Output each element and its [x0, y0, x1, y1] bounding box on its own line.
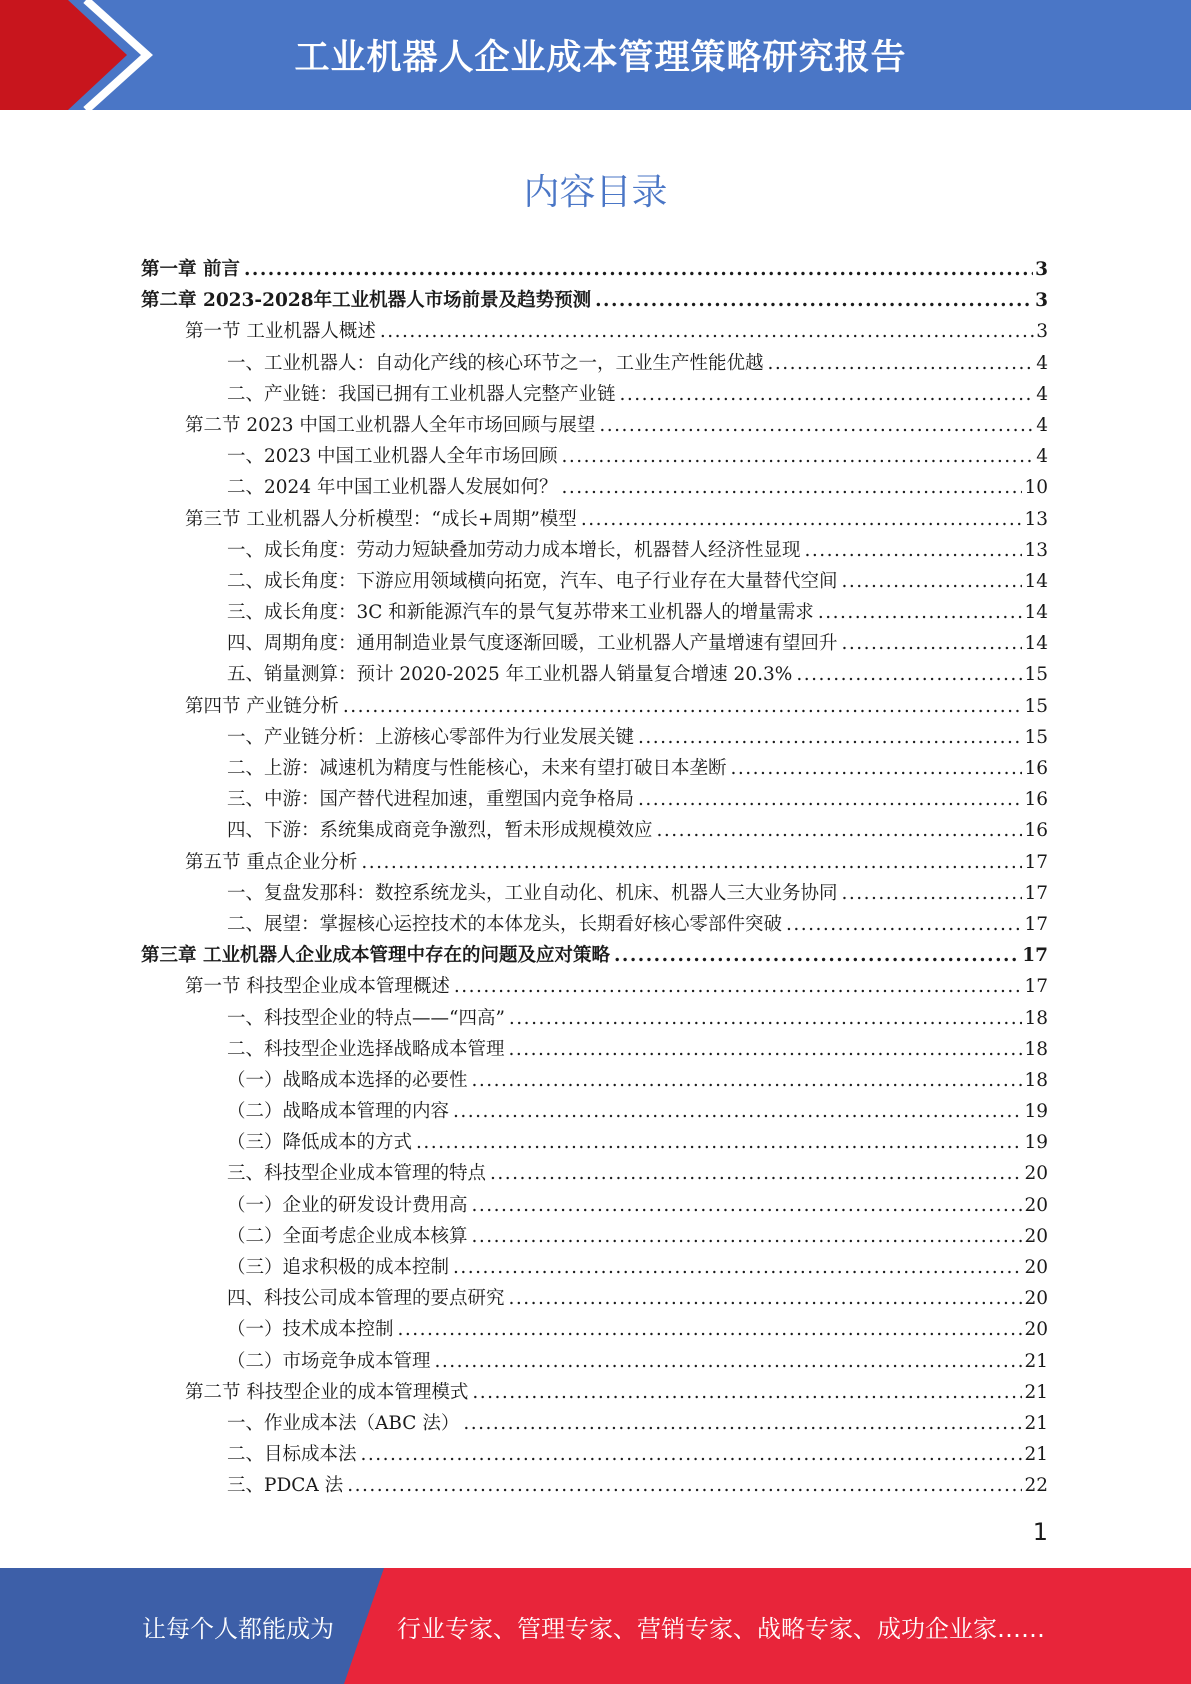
- toc-dot-leader: [842, 566, 1023, 597]
- toc-entry-page: 16: [1024, 820, 1048, 842]
- toc-entry-page: 13: [1024, 508, 1048, 530]
- toc-entry-title: 二、2024 年中国工业机器人发展如何？: [227, 477, 558, 499]
- toc-entry[interactable]: [141, 1034, 1048, 1065]
- toc-entry-page: 10: [1024, 477, 1048, 499]
- toc-dot-leader: [595, 285, 1033, 316]
- toc-entry-page: 18: [1024, 1007, 1048, 1029]
- page-number: 1: [1032, 1518, 1048, 1546]
- toc-entry-page: 4: [1036, 446, 1048, 468]
- toc-entry-page: 17: [1024, 851, 1048, 873]
- toc-entry-page: 4: [1036, 352, 1048, 374]
- toc-entry-title: （二）全面考虑企业成本核算: [227, 1225, 468, 1247]
- toc-entry-page: 16: [1024, 789, 1048, 811]
- toc-entry[interactable]: [141, 784, 1048, 815]
- toc-entry-title: 第一节 科技型企业成本管理概述: [185, 976, 450, 998]
- toc-entry-page: 13: [1024, 539, 1048, 561]
- toc-dot-leader: [561, 472, 1022, 503]
- toc-entry-title: 第四节 产业链分析: [185, 695, 339, 717]
- toc-entry[interactable]: [141, 597, 1048, 628]
- toc-dot-leader: [842, 628, 1023, 659]
- toc-entry[interactable]: [141, 472, 1048, 503]
- toc-entry[interactable]: [141, 1439, 1048, 1470]
- toc-dot-leader: [620, 379, 1035, 410]
- toc-dot-leader: [786, 909, 1022, 940]
- toc-dot-leader: [509, 1003, 1023, 1034]
- toc-entry[interactable]: [141, 847, 1048, 878]
- toc-entry-title: 二、科技型企业选择战略成本管理: [227, 1038, 505, 1060]
- toc-entry-page: 17: [1024, 913, 1048, 935]
- toc-entry[interactable]: [141, 504, 1048, 535]
- toc-entry[interactable]: [141, 1158, 1048, 1189]
- toc-entry[interactable]: [141, 815, 1048, 846]
- toc-entry[interactable]: [141, 628, 1048, 659]
- toc-entry-title: 五、销量测算：预计 2020-2025 年工业机器人销量复合增速 20.3%: [227, 664, 793, 686]
- toc-entry-title: 一、成长角度：劳动力短缺叠加劳动力成本增长，机器替人经济性显现: [227, 539, 801, 561]
- toc-entry-title: （三）降低成本的方式: [227, 1132, 413, 1154]
- toc-entry-page: 14: [1024, 570, 1048, 592]
- toc-entry[interactable]: [141, 1252, 1048, 1283]
- toc-entry[interactable]: [141, 1377, 1048, 1408]
- toc-entry[interactable]: [141, 1283, 1048, 1314]
- toc-entry-title: 二、产业链：我国已拥有工业机器人完整产业链: [227, 383, 616, 405]
- toc-entry-title: （一）技术成本控制: [227, 1319, 394, 1341]
- toc-entry-page: 14: [1024, 602, 1048, 624]
- toc-entry[interactable]: [141, 441, 1048, 472]
- toc-entry-title: 一、工业机器人：自动化产线的核心环节之一，工业生产性能优越: [227, 352, 764, 374]
- footer-slogan-left: 让每个人都能成为: [142, 1615, 334, 1643]
- table-of-contents: [141, 254, 1048, 1502]
- toc-entry-page: 19: [1024, 1101, 1048, 1123]
- toc-dot-leader: [614, 940, 1020, 971]
- toc-entry-page: 20: [1024, 1319, 1048, 1341]
- toc-dot-leader: [472, 1221, 1023, 1252]
- toc-entry-title: 二、成长角度：下游应用领域横向拓宽，汽车、电子行业存在大量替代空间: [227, 570, 838, 592]
- toc-entry-page: 20: [1024, 1194, 1048, 1216]
- toc-entry[interactable]: [141, 1470, 1048, 1501]
- toc-entry-title: 三、科技型企业成本管理的特点: [227, 1163, 487, 1185]
- toc-entry-page: 20: [1024, 1288, 1048, 1310]
- toc-dot-leader: [599, 410, 1034, 441]
- toc-entry-title: 一、产业链分析：上游核心零部件为行业发展关键: [227, 726, 635, 748]
- toc-dot-leader: [347, 1470, 1022, 1501]
- toc-entry-page: 21: [1024, 1412, 1048, 1434]
- toc-entry-page: 15: [1024, 695, 1048, 717]
- toc-entry-title: （一）战略成本选择的必要性: [227, 1069, 468, 1091]
- toc-entry[interactable]: [141, 753, 1048, 784]
- toc-entry-page: 22: [1024, 1475, 1048, 1497]
- toc-entry-title: 四、周期角度：通用制造业景气度逐渐回暖，工业机器人产量增速有望回升: [227, 633, 838, 655]
- toc-dot-leader: [638, 722, 1022, 753]
- toc-entry[interactable]: [141, 254, 1048, 285]
- toc-entry[interactable]: [141, 940, 1048, 971]
- toc-entry-title: 二、展望：掌握核心运控技术的本体龙头，长期看好核心零部件突破: [227, 913, 783, 935]
- toc-dot-leader: [768, 348, 1035, 379]
- toc-entry-page: 21: [1024, 1381, 1048, 1403]
- toc-entry-title: 第五节 重点企业分析: [185, 851, 358, 873]
- toc-entry[interactable]: [141, 285, 1048, 316]
- toc-entry-title: 一、2023 中国工业机器人全年市场回顾: [227, 446, 558, 468]
- toc-entry[interactable]: [141, 1003, 1048, 1034]
- toc-dot-leader: [453, 1096, 1022, 1127]
- toc-entry-title: （一）企业的研发设计费用高: [227, 1194, 468, 1216]
- toc-entry[interactable]: [141, 410, 1048, 441]
- toc-heading: 内容目录: [523, 172, 668, 213]
- toc-entry-page: 3: [1035, 259, 1048, 280]
- toc-dot-leader: [472, 1377, 1022, 1408]
- toc-dot-leader: [796, 659, 1022, 690]
- toc-entry[interactable]: [141, 379, 1048, 410]
- toc-dot-leader: [731, 753, 1023, 784]
- toc-entry-title: 四、科技公司成本管理的要点研究: [227, 1288, 505, 1310]
- footer-band: [0, 1568, 1191, 1684]
- toc-entry-page: 20: [1024, 1257, 1048, 1278]
- toc-dot-leader: [472, 1065, 1023, 1096]
- toc-entry[interactable]: [141, 659, 1048, 690]
- toc-entry-title: 二、上游：减速机为精度与性能核心，未来有望打破日本垄断: [227, 758, 727, 779]
- toc-entry-page: 17: [1024, 976, 1048, 998]
- toc-entry-title: 第二节 2023 中国工业机器人全年市场回顾与展望: [185, 414, 596, 436]
- toc-entry-title: 第二节 科技型企业的成本管理模式: [185, 1381, 469, 1403]
- toc-dot-leader: [454, 971, 1023, 1002]
- toc-entry[interactable]: [141, 1065, 1048, 1096]
- toc-entry[interactable]: [141, 722, 1048, 753]
- toc-entry[interactable]: [141, 1190, 1048, 1221]
- toc-entry-title: 第三节 工业机器人分析模型：“成长+周期”模型: [185, 508, 577, 530]
- toc-entry-page: 15: [1024, 726, 1048, 748]
- toc-entry-title: 第二章 2023-2028年工业机器人市场前景及趋势预测: [141, 290, 592, 312]
- toc-dot-leader: [805, 535, 1023, 566]
- toc-entry-title: 三、成长角度：3C 和新能源汽车的景气复苏带来工业机器人的增量需求: [227, 602, 814, 624]
- toc-entry[interactable]: [141, 909, 1048, 940]
- toc-entry-title: 四、下游：系统集成商竞争激烈，暂未形成规模效应: [227, 820, 653, 842]
- toc-entry-page: 4: [1036, 414, 1048, 436]
- toc-entry-page: 21: [1024, 1350, 1048, 1372]
- toc-entry[interactable]: [141, 1127, 1048, 1158]
- toc-entry[interactable]: [141, 971, 1048, 1002]
- toc-dot-leader: [842, 878, 1023, 909]
- toc-dot-leader: [638, 784, 1022, 815]
- toc-entry[interactable]: [141, 691, 1048, 722]
- toc-entry-page: 4: [1036, 383, 1048, 405]
- toc-dot-leader: [244, 254, 1033, 285]
- toc-dot-leader: [361, 1439, 1023, 1470]
- toc-entry-title: （三）追求积极的成本控制: [227, 1257, 450, 1278]
- toc-entry[interactable]: [141, 1096, 1048, 1127]
- toc-entry-page: 14: [1024, 633, 1048, 655]
- toc-entry-page: 21: [1024, 1444, 1048, 1466]
- toc-dot-leader: [398, 1314, 1023, 1345]
- toc-entry[interactable]: [141, 878, 1048, 909]
- toc-dot-leader: [361, 847, 1022, 878]
- toc-entry-page: 18: [1024, 1069, 1048, 1091]
- toc-entry-page: 17: [1024, 882, 1048, 904]
- toc-entry-title: （二）市场竞争成本管理: [227, 1350, 431, 1372]
- toc-entry-page: 16: [1024, 758, 1048, 779]
- toc-dot-leader: [818, 597, 1023, 628]
- toc-dot-leader: [435, 1346, 1023, 1377]
- toc-dot-leader: [472, 1190, 1023, 1221]
- toc-entry-title: 三、PDCA 法: [227, 1475, 344, 1497]
- toc-entry-title: 二、目标成本法: [227, 1444, 357, 1466]
- toc-dot-leader: [490, 1158, 1022, 1189]
- toc-entry-page: 3: [1036, 321, 1048, 343]
- toc-entry[interactable]: [141, 316, 1048, 347]
- toc-dot-leader: [657, 815, 1023, 846]
- toc-entry-page: 20: [1024, 1225, 1048, 1247]
- toc-entry-title: 第三章 工业机器人企业成本管理中存在的问题及应对策略: [141, 945, 610, 967]
- report-title: 工业机器人企业成本管理策略研究报告: [294, 38, 907, 78]
- toc-entry-page: 3: [1035, 290, 1048, 312]
- toc-dot-leader: [463, 1408, 1022, 1439]
- toc-entry[interactable]: [141, 348, 1048, 379]
- toc-entry-page: 18: [1024, 1038, 1048, 1060]
- toc-entry-title: 第一章 前言: [141, 259, 240, 280]
- toc-entry[interactable]: [141, 535, 1048, 566]
- footer-slogan-right: 行业专家、管理专家、营销专家、战略专家、成功企业家……: [397, 1615, 1045, 1643]
- toc-entry[interactable]: [141, 1346, 1048, 1377]
- toc-entry-page: 20: [1024, 1163, 1048, 1185]
- toc-entry-title: 第一节 工业机器人概述: [185, 321, 376, 343]
- toc-entry[interactable]: [141, 1314, 1048, 1345]
- toc-entry[interactable]: [141, 566, 1048, 597]
- toc-entry-page: 17: [1022, 945, 1048, 967]
- toc-entry-title: 一、作业成本法（ABC 法）: [227, 1412, 460, 1434]
- toc-entry-title: 一、科技型企业的特点——“四高”: [227, 1007, 505, 1029]
- header-band: [0, 0, 1191, 110]
- toc-dot-leader: [509, 1034, 1023, 1065]
- toc-dot-leader: [561, 441, 1034, 472]
- toc-entry-page: 15: [1024, 664, 1048, 686]
- toc-dot-leader: [581, 504, 1023, 535]
- toc-dot-leader: [509, 1283, 1023, 1314]
- toc-dot-leader: [380, 316, 1034, 347]
- toc-entry-title: （二）战略成本管理的内容: [227, 1101, 450, 1123]
- toc-entry-title: 一、复盘发那科：数控系统龙头，工业自动化、机床、机器人三大业务协同: [227, 882, 838, 904]
- toc-entry-title: 三、中游：国产替代进程加速，重塑国内竞争格局: [227, 789, 635, 811]
- toc-entry-page: 19: [1024, 1132, 1048, 1154]
- toc-entry[interactable]: [141, 1408, 1048, 1439]
- toc-dot-leader: [343, 691, 1023, 722]
- toc-entry[interactable]: [141, 1221, 1048, 1252]
- toc-dot-leader: [453, 1252, 1022, 1283]
- toc-dot-leader: [416, 1127, 1022, 1158]
